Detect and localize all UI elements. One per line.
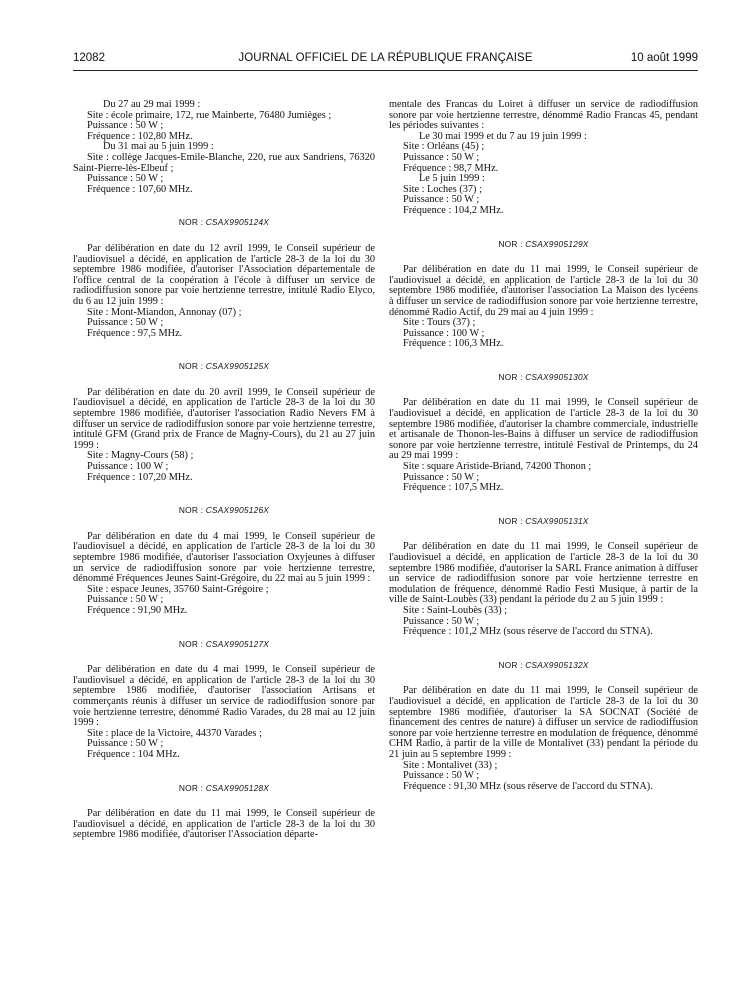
site-line: Site : square Aristide-Briand, 74200 Thonon ; (403, 461, 592, 473)
nor-code: CSAX9905130X (525, 371, 589, 382)
nor-code: CSAX9905129X (525, 238, 589, 249)
decision-continuation (389, 100, 698, 217)
nor-code: CSAX9905128X (205, 782, 270, 793)
decision-entry (73, 532, 375, 617)
site-line: Site : place de la Victoire, 44370 Varades ; (87, 727, 262, 739)
site-line: Site : Saint-Loubès (33) ; (403, 604, 508, 616)
header-rule (73, 70, 698, 71)
frequency-line: Fréquence : 91,30 MHz (sous réserve de l'accord du STNA). (403, 780, 653, 792)
nor-reference: NOR : CSAX9905124X (178, 217, 270, 228)
frequency-line: Fréquence : 104 MHz. (87, 748, 180, 760)
power-line: Puissance : 50 W ; (403, 194, 480, 206)
decision-entry (73, 244, 375, 339)
power-line: Puissance : 50 W ; (403, 471, 480, 483)
decision-text: Par délibération en date du 11 mai 1999, le Conseil supérieur de l'audiovisuel a décidé, en application de l'article 28-3 de la loi du 30 septembre 1986 modifiée, d'autoriser l'Association départe- (73, 808, 375, 841)
decision-text: Par délibération en date du 4 mai 1999, le Conseil supérieur de l'audiovisuel a décidé, en application de l'article 28-3 de la loi du 30 septembre 1986 modifiée, d'autoriser l'association Artisans et commerçants réunis à diffuser un service de radiodiffusion sonore par voie hertzienne terrestre, dénommé Radio Varades, du 28 mai au 12 juin 1999 : (73, 664, 375, 729)
site-line: Site : Loches (37) ; (403, 183, 482, 195)
frequency-line: Fréquence : 107,20 MHz. (87, 471, 193, 483)
frequency-line: Fréquence : 101,2 MHz (sous réserve de l'accord du STNA). (403, 626, 653, 638)
power-line: Puissance : 100 W ; (403, 327, 485, 339)
nor-reference: NOR : CSAX9905125X (178, 361, 270, 372)
power-line: Puissance : 50 W ; (87, 594, 164, 606)
power-line: Puissance : 50 W ; (403, 151, 480, 163)
decision-entry (73, 809, 375, 841)
frequency-line: Fréquence : 102,80 MHz. (87, 130, 193, 142)
journal-title: JOURNAL OFFICIEL DE LA RÉPUBLIQUE FRANÇAISE (238, 52, 533, 64)
power-line: Puissance : 50 W ; (87, 120, 164, 132)
nor-reference: NOR : CSAX9905128X (178, 782, 270, 793)
decision-entry (389, 265, 698, 350)
decision-entry (389, 398, 698, 493)
decision-entry (73, 665, 375, 760)
decision-text: Par délibération en date du 11 mai 1999, le Conseil supérieur de l'audiovisuel a décidé, en application de l'article 28-3 de la loi du 30 septembre 1986 modifiée, d'autoriser la chambre commerciale, industrielle et artisanale de Thonon-les-Bains à diffuser un service de radiodiffusion sonore par voie hertzienne terrestre, intitulé Festival de Printemps, du 24 au 29 mai 1999 : (389, 397, 698, 462)
decision-text: Par délibération en date du 20 avril 1999, le Conseil supérieur de l'audiovisuel a décidé, en application de l'article 28-3 de la loi du 30 septembre 1986 modifiée, d'autoriser l'association Radio Nevers FM à diffuser un service de radiodiffusion sonore par voie hertzienne terrestre, intitulé GFM (Grand prix de France de Magny-Cours), du 21 au 27 juin 1999 : (73, 386, 375, 451)
nor-reference: NOR : CSAX9905127X (178, 638, 270, 649)
page-header (73, 52, 698, 68)
power-line: Puissance : 100 W ; (87, 461, 169, 473)
nor-reference: NOR : CSAX9905130X (498, 371, 589, 382)
site-line: Site : Tours (37) ; (403, 317, 476, 329)
site-line: Site : collège Jacques-Emile-Blanche, 220, rue aux Sandriens, 76320 Saint-Pierre-lès-Elbeuf ; (73, 151, 375, 174)
period-line: Le 30 mai 1999 et du 7 au 19 juin 1999 : (419, 130, 587, 142)
decision-entry (389, 542, 698, 637)
intro-section (73, 100, 375, 195)
page-number: 12082 (73, 52, 105, 64)
decision-text: Par délibération en date du 11 mai 1999, le Conseil supérieur de l'audiovisuel a décidé, en application de l'article 28-3 de la loi du 30 septembre 1986 modifiée, d'autoriser la SARL France animation à diffuser un service de radiodiffusion sonore par voie hertzienne terrestre en modulation de fréquence, dénommé Radio Festi Musique, à partir de la ville de Saint-Loubès (33) pendant la période du 2 au 5 juin 1999 : (389, 541, 698, 606)
decision-text: Par délibération en date du 11 mai 1999, le Conseil supérieur de l'audiovisuel a décidé, en application de l'article 28-3 de la loi du 30 septembre 1986 modifiée, d'autoriser la SA SOCNAT (Société de financement des centres de nature) à diffuser un service de radiodiffusion sonore par voie hertzienne terrestre en modulation de fréquence, dénommé CHM Radio, à partir de la ville de Montalivet (33) pendant la période du 21 juin au 5 septembre 1999 : (389, 685, 698, 760)
decision-entry (389, 686, 698, 792)
period-line: Du 27 au 29 mai 1999 : (103, 99, 201, 110)
power-line: Puissance : 50 W ; (87, 317, 164, 329)
nor-reference: NOR : CSAX9905129X (498, 238, 589, 249)
site-line: Site : Magny-Cours (58) ; (87, 450, 194, 462)
left-column (73, 100, 375, 841)
power-line: Puissance : 50 W ; (403, 770, 480, 782)
nor-code: CSAX9905124X (205, 217, 270, 228)
site-line: Site : Montalivet (33) ; (403, 759, 498, 771)
frequency-line: Fréquence : 107,60 MHz. (87, 183, 193, 195)
period-line: Du 31 mai au 5 juin 1999 : (103, 141, 214, 153)
issue-date: 10 août 1999 (630, 52, 698, 64)
frequency-line: Fréquence : 107,5 MHz. (403, 482, 504, 494)
frequency-line: Fréquence : 97,5 MHz. (87, 327, 183, 339)
decision-text: mentale des Francas du Loiret à diffuser un service de radiodiffusion sonore par voie hertzienne terrestre, dénommé Radio Francas 45, pendant les périodes suivantes : (389, 99, 698, 132)
site-line: Site : Orléans (45) ; (403, 141, 485, 153)
decision-text: Par délibération en date du 4 mai 1999, le Conseil supérieur de l'audiovisuel a décidé, en application de l'article 28-3 de la loi du 30 septembre 1986 modifiée, d'autoriser l'association Oxyjeunes à diffuser un service de radiodiffusion sonore par voie hertzienne terrestre, dénommé Fréquences Jeunes Saint-Grégoire, du 22 mai au 5 juin 1999 : (73, 530, 375, 585)
site-line: Site : Mont-Miandon, Annonay (07) ; (87, 306, 242, 318)
frequency-line: Fréquence : 98,7 MHz. (403, 162, 499, 174)
nor-reference: NOR : CSAX9905131X (498, 515, 589, 526)
site-line: Site : espace Jeunes, 35760 Saint-Grégoire ; (87, 583, 269, 595)
nor-code: CSAX9905125X (205, 361, 270, 372)
decision-text: Par délibération en date du 11 mai 1999, le Conseil supérieur de l'audiovisuel a décidé, en application de l'article 28-3 de la loi du 30 septembre 1986 modifiée, d'autoriser l'association La Maison des lycéens à diffuser un service de radiodiffusion sonore par voie hertzienne terrestre, dénommé Radio Actif, du 29 mai au 4 juin 1999 : (389, 264, 698, 318)
site-line: Site : école primaire, 172, rue Mainberte, 76480 Jumièges ; (87, 109, 332, 121)
nor-reference: NOR : CSAX9905126X (178, 505, 270, 516)
decision-entry (73, 388, 375, 483)
power-line: Puissance : 50 W ; (403, 615, 480, 627)
period-line: Le 5 juin 1999 : (419, 173, 485, 185)
nor-code: CSAX9905127X (205, 638, 270, 649)
power-line: Puissance : 50 W ; (87, 738, 164, 750)
decision-text: Par délibération en date du 12 avril 1999, le Conseil supérieur de l'audiovisuel a décidé, en application de l'article 28-3 de la loi du 30 septembre 1986 modifiée, d'autoriser l'Association départementale de l'office central de la coopération à l'école à diffuser un service de radiodiffusion sonore par voie hertzienne terrestre, intitulé Radio Elyco, du 6 au 12 juin 1999 : (73, 242, 375, 307)
nor-reference: NOR : CSAX9905132X (498, 659, 589, 670)
frequency-line: Fréquence : 106,3 MHz. (403, 338, 504, 350)
nor-code: CSAX9905132X (525, 659, 589, 670)
nor-code: CSAX9905126X (205, 505, 270, 516)
frequency-line: Fréquence : 104,2 MHz. (403, 204, 504, 216)
frequency-line: Fréquence : 91,90 MHz. (87, 604, 188, 616)
power-line: Puissance : 50 W ; (87, 173, 164, 185)
nor-code: CSAX9905131X (525, 515, 589, 526)
right-column (389, 100, 698, 792)
